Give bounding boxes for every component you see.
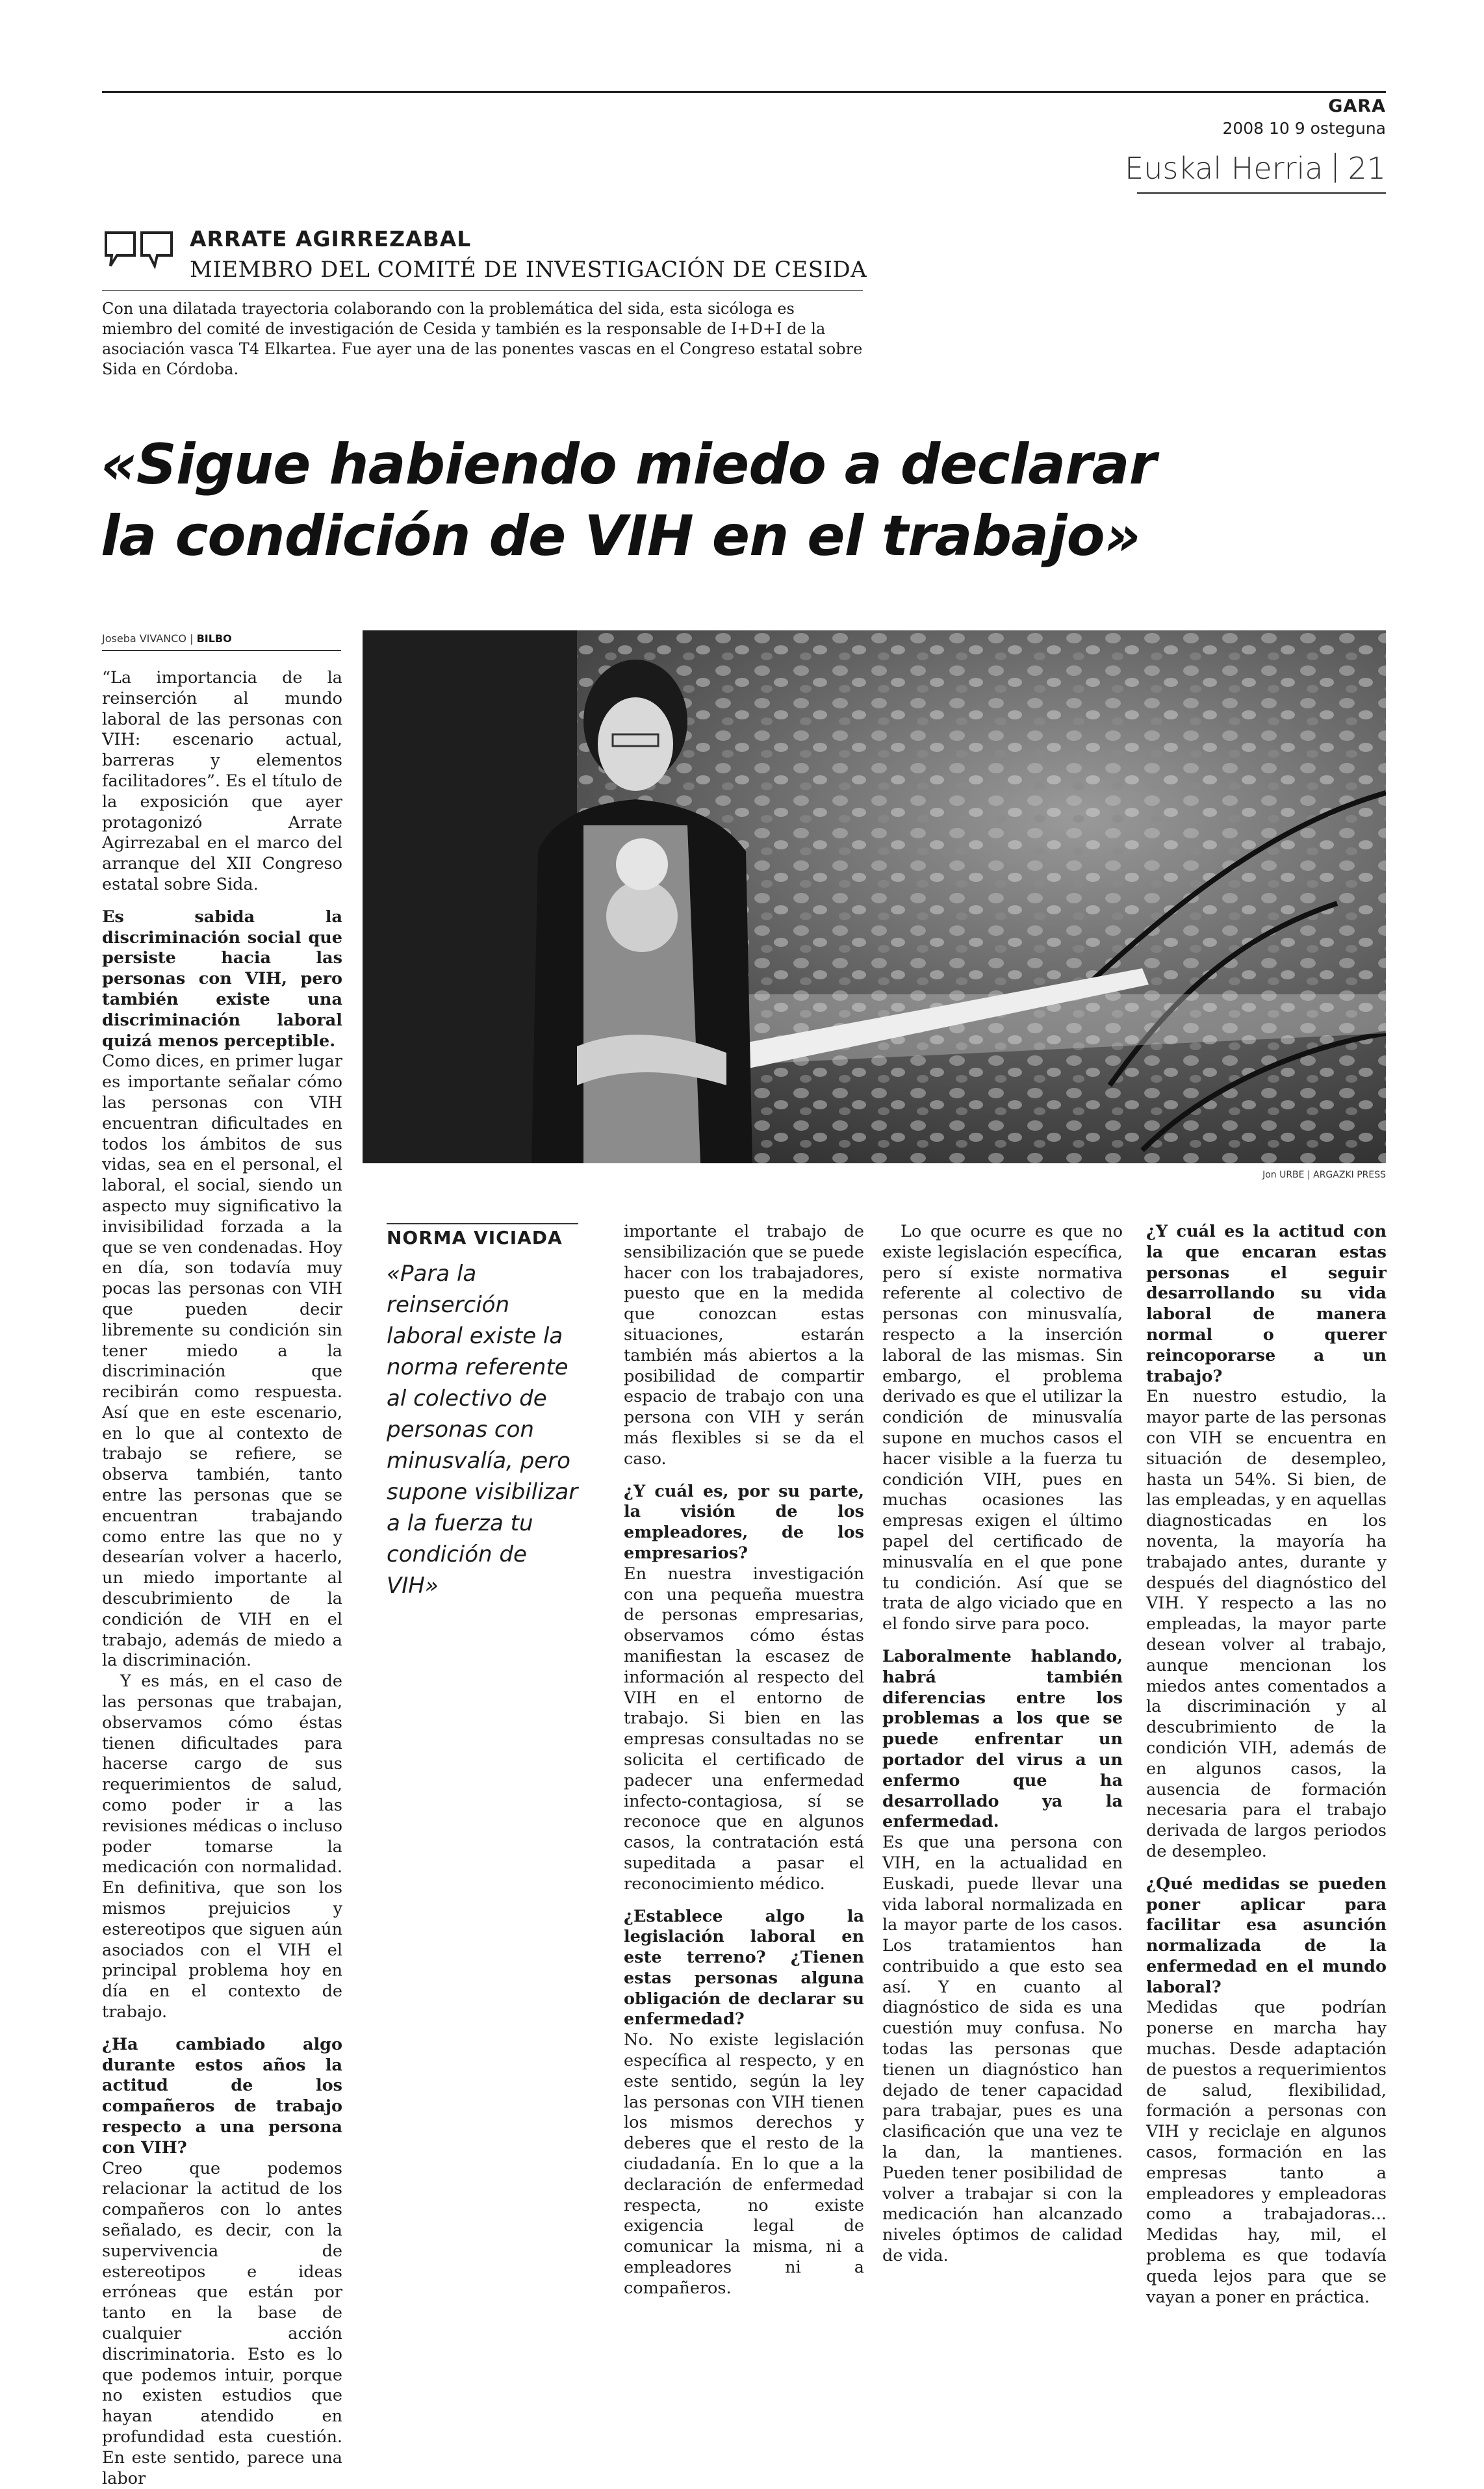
interview-question: Es sabida la discriminación social que persiste hacia las personas con VIH, pero también existe una discriminación laboral quizá menos perceptible. xyxy=(102,907,342,1051)
section-rule xyxy=(1137,192,1386,194)
interviewee-name: ARRATE AGIRREZABAL xyxy=(190,226,472,251)
interview-question: ¿Y cuál es, por su parte, la visión de los empleadores, de los empresarios? xyxy=(624,1481,864,1563)
section-header xyxy=(1125,151,1386,186)
interview-photo xyxy=(363,630,1386,1163)
headline-line-1: «Sigue habiendo miedo a declarar xyxy=(101,432,1157,497)
speech-bubbles-icon xyxy=(104,231,174,270)
article-paragraph: importante el trabajo de sensibilización que se puede hacer con los trabajadores, puesto que en la medida que conozcan estas situaciones, estarán también más abiertos a la posibilidad de compartir espacio de trabajo con una persona con VIH y serán más flexibles si se da el caso. xyxy=(624,1222,864,1469)
pullquote-text: «Para la reinserción laboral existe la norma referente al colectivo de personas con minusvalía, pero supone visibilizar a la fuerza tu condición de VIH» xyxy=(387,1261,578,1599)
article-paragraph: No. No existe legislación específica al respecto, y en este sentido, según la ley las personas con VIH tienen los mismos derechos y deberes que el resto de la ciudadanía. En lo que a la declaración de enfermedad respecta, no existe exigencia legal de comunicar la misma, ni a empleadores ni a compañeros. xyxy=(624,2030,864,2298)
headline xyxy=(101,429,1335,572)
profile-intro: Con una dilatada trayectoria colaborando con la problemática del sida, esta sicóloga es miembro del comité de investigación de Cesida y también es la responsable de I+D+I de la asociación vasca T4 Elkartea. Fue ayer una de las ponentes vascas en el Congreso estatal sobre Sida en Córdoba. xyxy=(102,300,863,378)
pullquote-label: NORMA VICIADA xyxy=(387,1227,563,1248)
article-paragraph: Como dices, en primer lugar es importante señalar cómo las personas con VIH encuentran dificultades en todos los ámbitos de sus vidas, sea en el personal, el laboral, el social, siendo un aspecto muy significativo la invisibilidad forzada a la que se ven condenadas. Hoy en día, son todavía muy pocas las personas con VIH que pueden decir libremente su condición sin tener miedo a la discriminación que recibirán como respuesta. Así que en este escenario, en lo que al contexto de trabajo se refiere, se observa también, tanto entre las personas que se encuentran trabajando como entre las que no y desearían volver a hacerlo, un miedo importante al descubrimiento de la condición de VIH en el trabajo, además de miedo a la discriminación. xyxy=(102,1051,342,1671)
headline-line-2: la condición de VIH en el trabajo» xyxy=(101,504,1140,569)
byline: Joseba VIVANCO | BILBO xyxy=(102,632,232,645)
article-column-2 xyxy=(624,1222,864,2299)
article-paragraph: Lo que ocurre es que no existe legislación específica, pero sí existe normativa referente al colectivo de personas con minusvalía, respecto a la inserción laboral de las mismas. Sin embargo, el problema derivado es que el utilizar la condición de minusvalía supone en muchos casos el hacer visible a la fuerza tu condición VIH, pues en muchas ocasiones las empresas exigen el último papel del certificado de minusvalía en el que pone tu condición. Así que se trata de algo viciado que en el fondo sirve para poco. xyxy=(882,1222,1123,1634)
article-column-3 xyxy=(882,1222,1123,2267)
pullquote-rule xyxy=(387,1223,578,1224)
article-column-4 xyxy=(1146,1222,1387,2308)
interviewee-role: MIEMBRO DEL COMITÉ DE INVESTIGACIÓN DE CESIDA xyxy=(190,257,867,283)
byline-place: BILBO xyxy=(196,632,232,645)
newspaper-name: GARA xyxy=(1328,96,1386,116)
interview-question: ¿Qué medidas se pueden poner aplicar para facilitar esa asunción normalizada de la enfermedad en el mundo laboral? xyxy=(1146,1874,1387,1997)
page-number: 21 xyxy=(1348,151,1386,186)
article-paragraph: “La importancia de la reinserción al mundo laboral de las personas con VIH: escenario actual, barreras y elementos facilitadores”. Es el título de la exposición que ayer protagonizó Arrate Agirrezabal en el marco del arranque del XII Congreso estatal sobre Sida. xyxy=(102,668,342,894)
section-name: Euskal Herria xyxy=(1125,151,1324,186)
article-paragraph: Medidas que podrían ponerse en marcha hay muchas. Desde adaptación de puestos a requerimientos de salud, flexibilidad, formación a personas con VIH y reciclaje en algunos casos, formación en las empresas tanto a empleadores y empleadoras como a trabajadoras... Medidas hay, mil, el problema es que todavía queda lejos para que se vayan a poner en práctica. xyxy=(1146,1998,1387,2307)
profile-rule xyxy=(102,290,863,291)
masthead xyxy=(1222,96,1386,140)
byline-rule xyxy=(102,650,341,651)
article-paragraph: Es que una persona con VIH, en la actualidad en Euskadi, puede llevar una vida laboral normalizada en la mayor parte de los casos. Los tratamientos han contribuido a que esto sea así. Y en cuanto al diagnóstico de sida es una cuestión muy confusa. No todas las personas que tienen un diagnóstico han dejado de tener capacidad para trabajar, pues es una clasificación que una vez te la dan, la mantienes. Pueden tener posibilidad de volver a trabajar si con la medicación han alcanzado niveles óptimos de calidad de vida. xyxy=(882,1833,1123,2266)
interview-question: ¿Establece algo la legislación laboral en este terreno? ¿Tienen estas personas alguna obligación de declarar su enfermedad? xyxy=(624,1906,864,2030)
top-rule xyxy=(102,91,1386,93)
interview-question: ¿Ha cambiado algo durante estos años la actitud de los compañeros de trabajo respecto a una persona con VIH? xyxy=(102,2034,342,2158)
byline-author: Joseba VIVANCO xyxy=(102,632,186,645)
article-paragraph: Y es más, en el caso de las personas que trabajan, observamos cómo éstas tienen dificultades para hacerse cargo de sus requerimientos de salud, como poder ir a las revisiones médicas o incluso poder tomarse la medicación con normalidad. En definitiva, que son los mismos prejuicios y estereotipos que siguen aún asociados con el VIH el principal problema hoy en día en el contexto de trabajo. xyxy=(102,1671,342,2022)
photo-credit: Jon URBE | ARGAZKI PRESS xyxy=(1262,1170,1386,1180)
section-divider xyxy=(1335,153,1336,183)
article-paragraph: En nuestra investigación con una pequeña muestra de personas empresarias, observamos cómo éstas manifiestan la escasez de información al respecto del VIH en el entorno de trabajo. Si bien en las empresas consultadas no se solicita el certificado de padecer una enfermedad infecto-contagiosa, sí se reconoce que en algunos casos, la contratación está supeditada a pasar el reconocimiento médico. xyxy=(624,1564,864,1894)
photo-illustration xyxy=(363,630,1386,1163)
article-paragraph: Creo que podemos relacionar la actitud de los compañeros con lo antes señalado, es decir, con la supervivencia de estereotipos e ideas erróneas que están por tanto en la base de cualquier acción discriminatoria. Esto es lo que podemos intuir, porque no existen estudios que hayan atendido en profundidad esta cuestión. En este sentido, parece una labor xyxy=(102,2158,342,2488)
issue-date: 2008 10 9 osteguna xyxy=(1222,119,1386,138)
article-column-1 xyxy=(102,668,342,2489)
interview-question: Laboralmente hablando, habrá también diferencias entre los problemas a los que se puede enfrentar un portador del virus a un enfermo que ha desarrollado ya la enfermedad. xyxy=(882,1646,1123,1832)
article-paragraph: En nuestro estudio, la mayor parte de las personas con VIH se encuentra en situación de desempleo, hasta un 54%. Si bien, de las empleadas, y en aquellas diagnosticadas en los noventa, la mayoría ha trabajado antes, durante y después del diagnóstico del VIH. Y respecto a las no empleadas, la mayor parte desean volver al trabajo, aunque mencionan los miedos antes comentados a la discriminación y al descubrimiento de la condición VIH, además de en algunos casos, la ausencia de formación necesaria para el trabajo derivada de largos periodos de desempleo. xyxy=(1146,1387,1387,1861)
interview-question: ¿Y cuál es la actitud con la que encaran estas personas el seguir desarrollando su vida laboral de manera normal o querer reincoporarse a un trabajo? xyxy=(1146,1222,1387,1386)
